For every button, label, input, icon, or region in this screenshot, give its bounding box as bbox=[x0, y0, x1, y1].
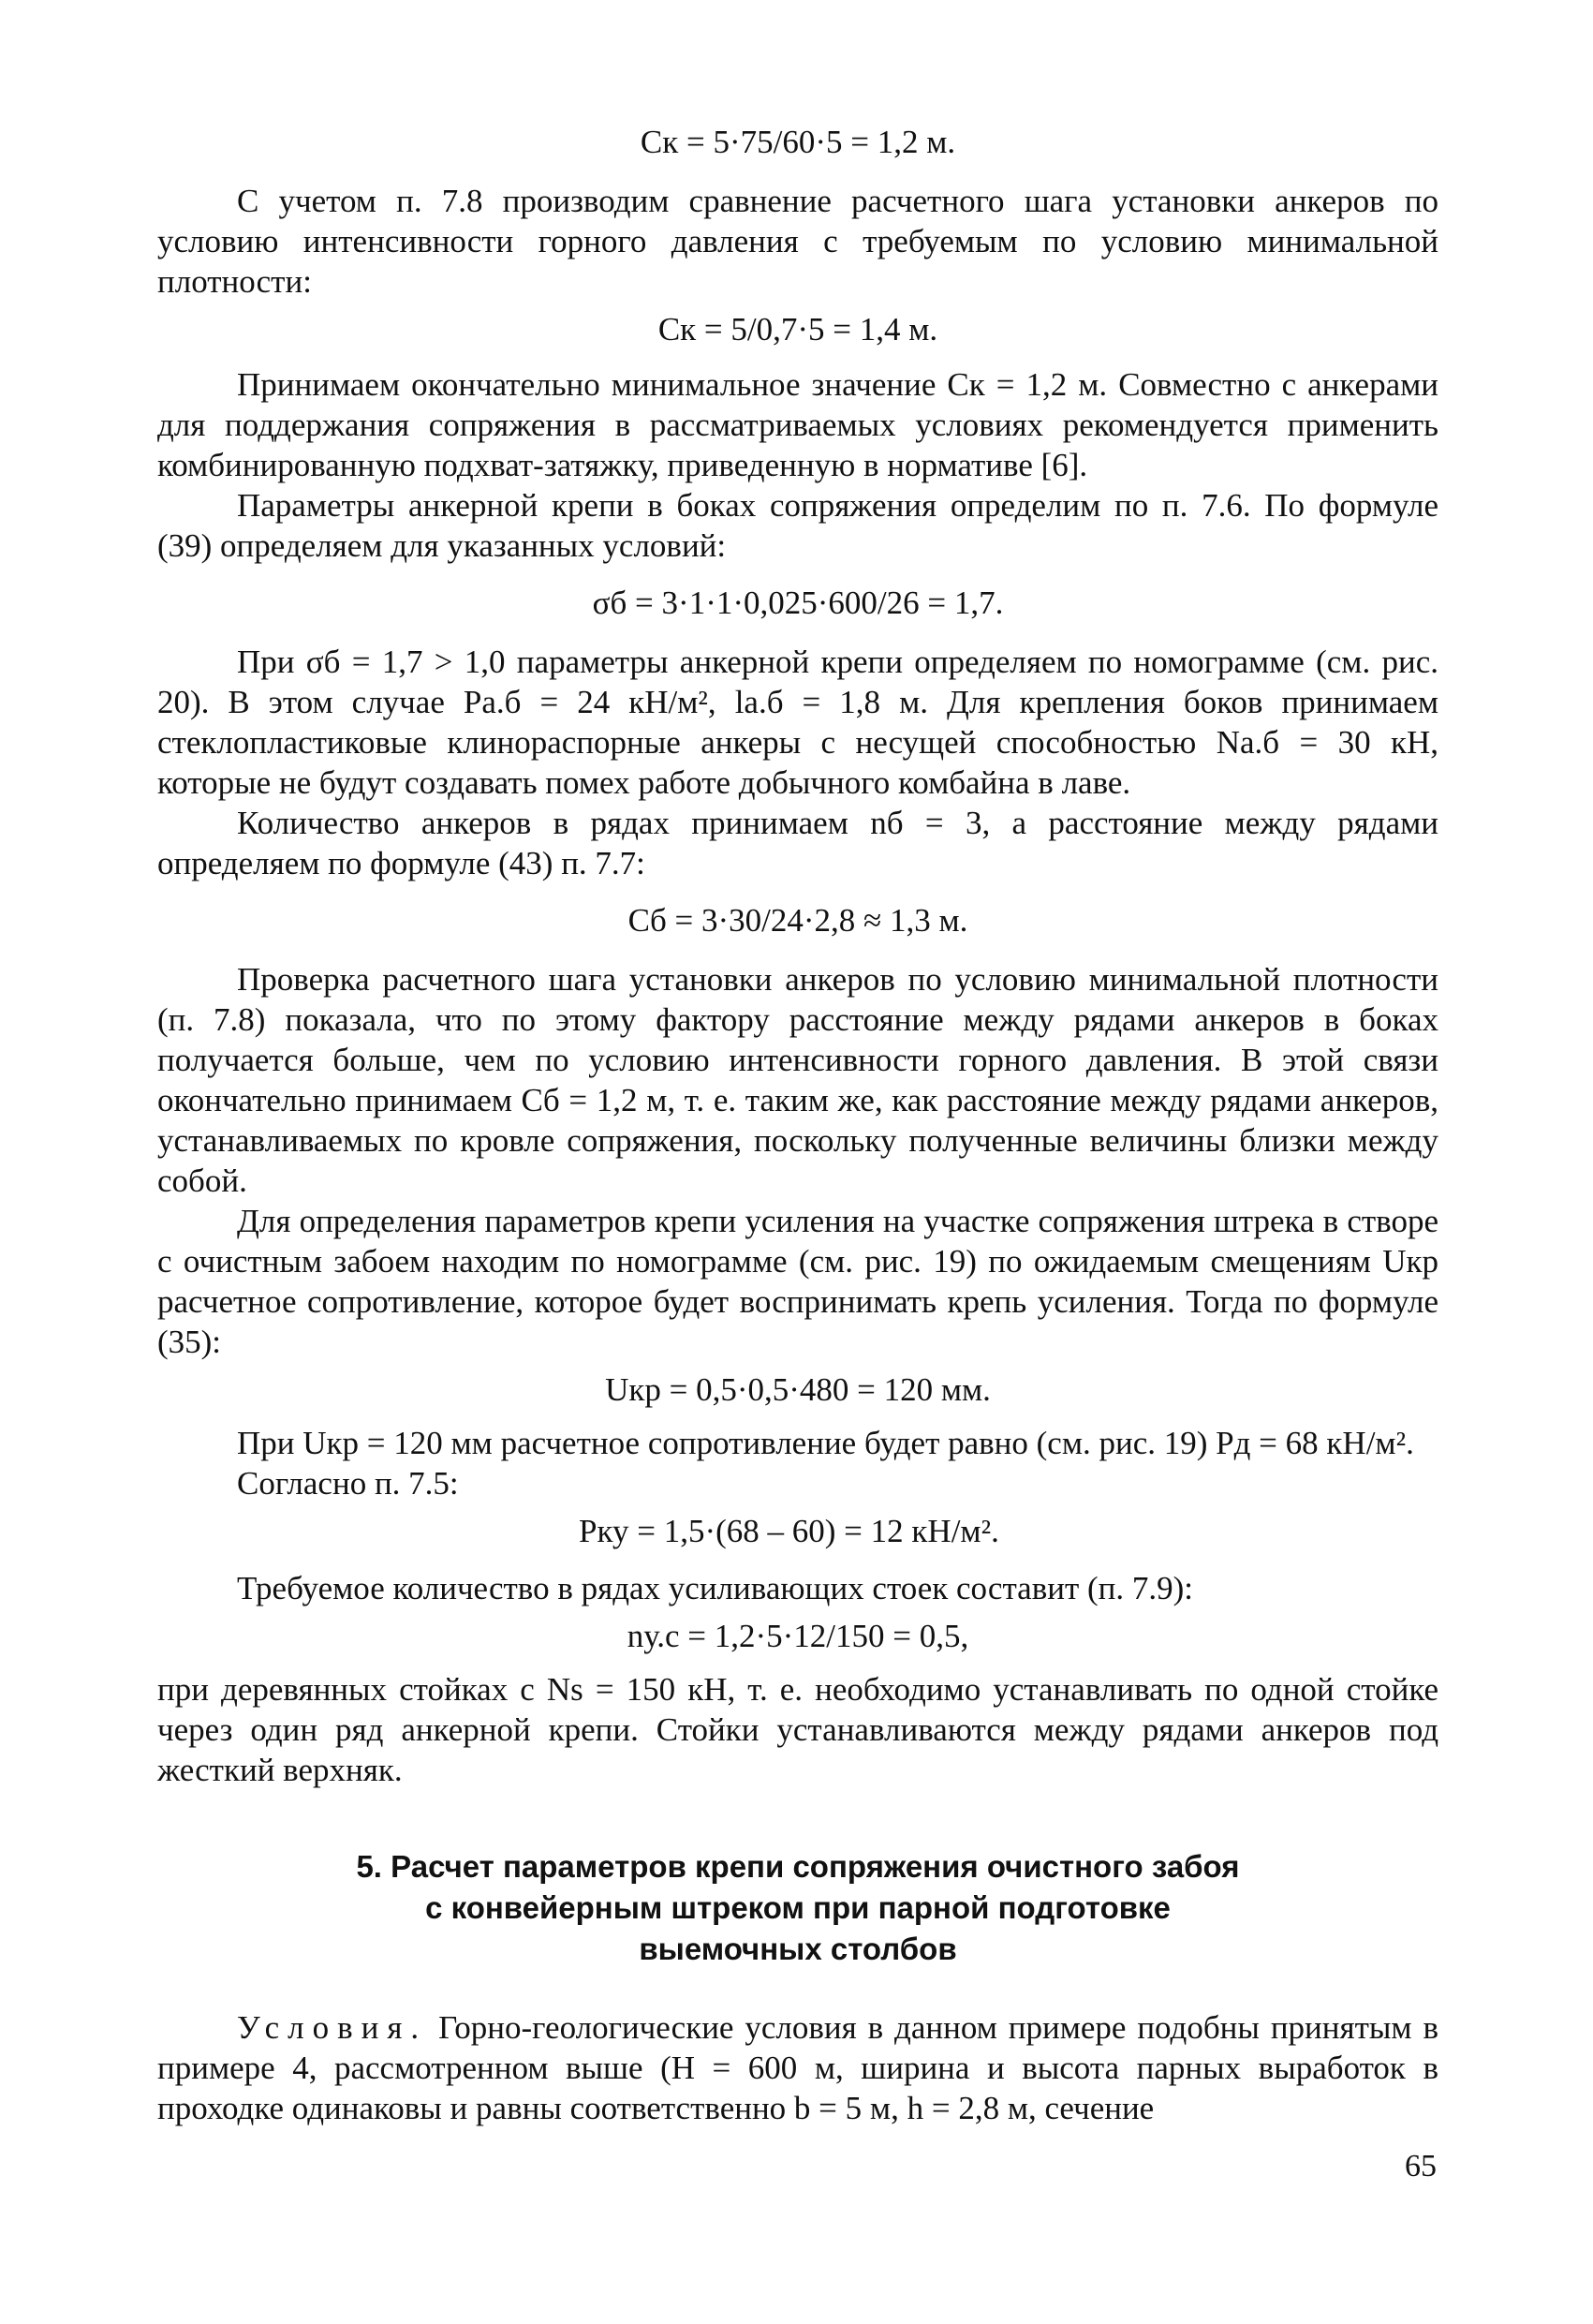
document-page bbox=[157, 122, 1438, 2128]
section-heading bbox=[157, 1846, 1438, 1970]
paragraph: Параметры анкерной крепи в боках сопряжения определим по п. 7.6. По формуле (39) определяем для указанных условий: bbox=[157, 487, 1438, 564]
formula-ck-2: Cк = 5/0,7·5 = 1,4 м. bbox=[657, 311, 938, 348]
page-number: 65 bbox=[1405, 2149, 1437, 2183]
paragraph: Проверка расчетного шага установки анкеров по условию минимальной плотности (п. 7.8) показала, что по этому фактору расстояние между рядами анкеров в боках получается больше, чем по условию интенсивности горного давления. В этой связи окончательно принимаем Cб = 1,2 м, т. е. таким же, как расстояние между рядами анкеров, устанавливаемых по кровле сопряжения, поскольку полученные величины близки между собой. bbox=[157, 961, 1438, 1199]
paragraph: При σб = 1,7 > 1,0 параметры анкерной крепи определяем по номограмме (см. рис. 20). В этом случае Pа.б = 24 кН/м², lа.б = 1,8 м. Для крепления боков принимаем стеклопластиковые клинораспорные анкеры с несущей способностью Nа.б = 30 кН, которые не будут создавать помех работе добычного комбайна в лаве. bbox=[157, 644, 1438, 801]
paragraph-conditions bbox=[157, 2007, 1438, 2128]
paragraph: при деревянных стойках с Ns = 150 кН, т. е. необходимо устанавливать по одной стойке через один ряд анкерной крепи. Стойки устанавливаются между рядами анкеров под жесткий верхняк. bbox=[157, 1671, 1438, 1788]
formula-sigma: σб = 3·1·1·0,025·600/26 = 1,7. bbox=[592, 585, 1004, 621]
formula-nyc: nу.с = 1,2·5·12/150 = 0,5, bbox=[627, 1618, 969, 1654]
conditions-label: Условия. bbox=[237, 2009, 428, 2046]
paragraph: Для определения параметров крепи усиления на участке сопряжения штрека в створе с очистным забоем находим по номограмме (см. рис. 19) по ожидаемым смещениям Uкр расчетное сопротивление, которое будет воспринимать крепь усиления. Тогда по формуле (35): bbox=[157, 1203, 1438, 1360]
conditions-text: Горно-геологические условия в данном примере подобны принятым в примере 4, рассмотренном выше (H = 600 м, ширина и высота парных выработок в проходке одинаковы и равны соответственно b = 5 м, h = 2,8 м, сечение bbox=[157, 2009, 1438, 2126]
formula-pky: Pку = 1,5·(68 – 60) = 12 кН/м². bbox=[579, 1513, 999, 1549]
heading-line-1: 5. Расчет параметров крепи сопряжения очистного забоя bbox=[356, 1849, 1240, 1884]
paragraph: Требуемое количество в рядах усиливающих стоек составит (п. 7.9): bbox=[237, 1570, 1194, 1606]
heading-line-3: выемочных столбов bbox=[639, 1932, 957, 1966]
paragraph: Согласно п. 7.5: bbox=[237, 1465, 459, 1502]
formula-ck-1: Cк = 5·75/60·5 = 1,2 м. bbox=[640, 124, 956, 160]
paragraph: С учетом п. 7.8 производим сравнение расчетного шага установки анкеров по условию интенсивности горного давления с требуемым по условию минимальной плотности: bbox=[157, 183, 1438, 300]
paragraph: При Uкр = 120 мм расчетное сопротивление будет равно (см. рис. 19) Pд = 68 кН/м². bbox=[237, 1425, 1414, 1461]
formula-ukr: Uкр = 0,5·0,5·480 = 120 мм. bbox=[605, 1371, 991, 1408]
formula-cb: Cб = 3·30/24·2,8 ≈ 1,3 м. bbox=[627, 902, 968, 939]
paragraph: Принимаем окончательно минимальное значение Cк = 1,2 м. Совместно с анкерами для поддержания сопряжения в рассматриваемых условиях рекомендуется применить комбинированную подхват-затяжку, приведенную в нормативе [6]. bbox=[157, 366, 1438, 483]
heading-line-2: с конвейерным штреком при парной подготовке bbox=[425, 1890, 1171, 1925]
paragraph: Количество анкеров в рядах принимаем nб = 3, а расстояние между рядами определяем по формуле (43) п. 7.7: bbox=[157, 805, 1438, 881]
